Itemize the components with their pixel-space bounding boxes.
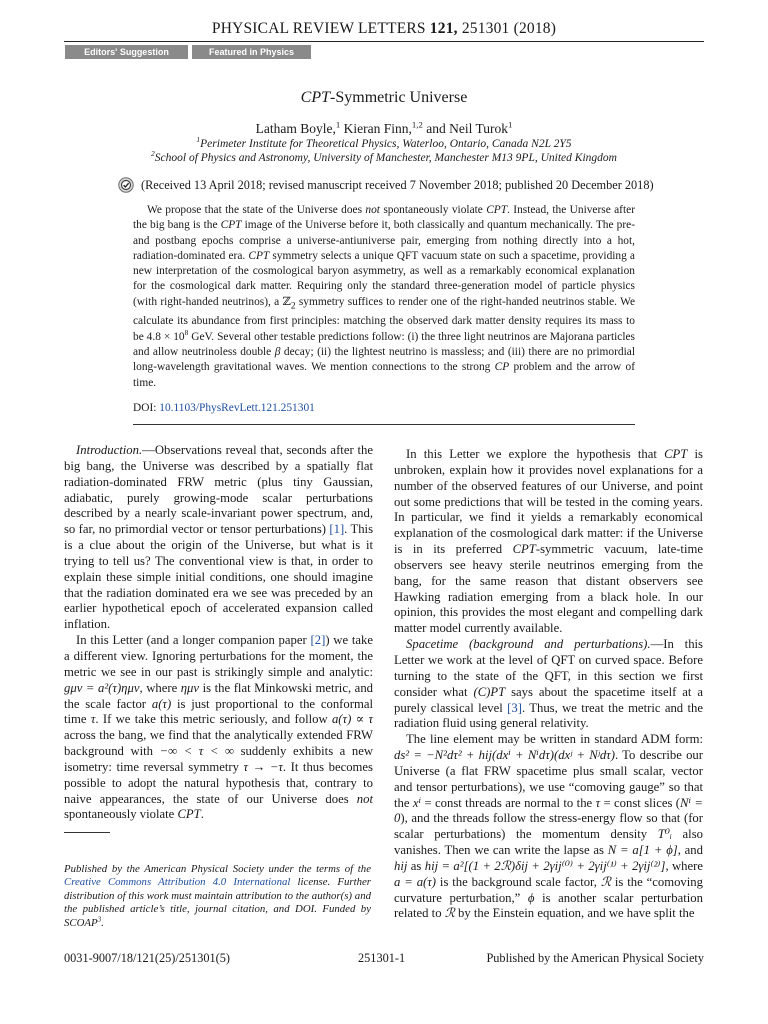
body-text: -symmetric vacuum, late-time observers see heavy sterile neutrinos emerging from the bang, for the same reason that distant observers see Hawking radiation emerging from a black hole. In our opinion, this provides the most elegant and compelling dark matter model currently available.: [394, 542, 703, 636]
abstract-text: spontaneously violate: [379, 204, 487, 216]
body-text: , and: [677, 843, 703, 858]
inline-math: xⁱ: [412, 795, 422, 810]
editors-suggestion-badge[interactable]: Editors' Suggestion: [65, 45, 188, 59]
body-text: = const slices (: [600, 795, 681, 810]
inline-math: T⁰ᵢ: [657, 827, 672, 842]
inline-math: a(τ) ∝ τ: [331, 712, 374, 727]
abstract-text: GeV. Several other testable predictions follow: (i) the three light neutrinos are Majorana particles and allow neutrinoless double: [133, 330, 635, 358]
header-rule: [64, 41, 704, 42]
inline-math: ℛ: [444, 906, 455, 921]
body-text: In this Letter (and a longer companion paper: [76, 633, 311, 648]
abstract-subscript: 2: [290, 301, 296, 312]
inline-math: CPT: [512, 542, 536, 557]
body-text: says about the spacetime itself at a purely classical level: [394, 684, 703, 715]
body-text: In this Letter we explore the hypothesis that: [406, 447, 665, 461]
citation-link[interactable]: [2]: [310, 633, 326, 648]
inline-math: ημν: [180, 680, 200, 695]
inline-math: ds² = −N²dτ² + hij(dxⁱ + Nⁱdτ)(dxʲ + Nʲdτ): [394, 748, 615, 763]
inline-math: hij = a²[(1 + 2ℛ)δij + 2γij⁽⁰⁾ + 2γij⁽¹⁾ + 2γij⁽²⁾]: [424, 858, 666, 873]
inline-math: hij: [394, 858, 408, 873]
inline-math: ϕ: [527, 890, 535, 905]
affiliation-mark: 2: [151, 149, 155, 159]
abstract-superscript: 8: [184, 327, 189, 337]
body-text: suddenly exhibits a new isometry: time reversal symmetry: [64, 744, 373, 774]
emphasis: not: [356, 791, 373, 806]
footnote-text: Published by the American Physical Society under the terms of the: [64, 863, 371, 875]
abstract-text: decay; (ii) the lightest neutrino is massless; and (iii) there are no primordial long-wavelength gravitational waves. We mention connections to the strong: [133, 345, 635, 374]
citation-link[interactable]: [3]: [507, 700, 522, 715]
abstract-text: β: [274, 345, 281, 358]
author-name: Kieran Finn,: [343, 121, 412, 136]
received-text: (Received 13 April 2018; revised manuscript received 7 November 2018; published 20 December 2018): [141, 177, 654, 192]
body-text: is the “comoving curvature perturbation,”: [394, 874, 703, 905]
inline-math: N = a[1 + ϕ]: [607, 843, 678, 858]
paragraph: [394, 447, 703, 637]
featured-in-physics-badge[interactable]: Featured in Physics: [192, 45, 311, 59]
body-text: = const threads are normal to the: [421, 795, 596, 810]
body-text: .: [200, 807, 204, 822]
received-dates: [118, 177, 654, 193]
body-text: . If we take this metric seriously, and follow: [95, 712, 332, 727]
body-text: across the bang, we find that the analytically extended FRW background with: [64, 728, 373, 759]
affiliation-text: School of Physics and Astronomy, University of Manchester, Manchester M13 9PL, United Kingdom: [154, 152, 617, 164]
body-text: The line element may be written in standard ADM form:: [406, 732, 703, 747]
body-text: —In this Letter we work at the level of QFT on curved space. Before turning to the state of the QFT, in this section we first consider what: [394, 637, 703, 699]
body-text: also vanishes. Then we can write the lapse as: [394, 827, 703, 858]
body-text: is the background scale factor,: [436, 874, 601, 889]
right-column: [394, 447, 703, 922]
author-name: and Neil Turok: [426, 121, 508, 136]
body-text: as: [407, 858, 425, 873]
footer-publisher: Published by the American Physical Society: [486, 951, 704, 965]
inline-math: τ: [595, 795, 601, 810]
inline-math: τ: [90, 712, 96, 727]
journal-volume: 121,: [429, 20, 458, 37]
author-list: [0, 121, 768, 137]
abstract-text: symmetry selects a unique QFT vacuum state on such a spacetime, providing a new interpretation of the cosmological baryon asymmetry, as well as a remarkably economical explanation for the cosmological dark matter. Requiring only the standard three-generation model of particle physics (with right-handed neutrinos), a ℤ: [133, 249, 635, 308]
abstract-text: image of the Universe before it, both classically and quantum mechanically. The pre- and postbang epochs comprise a universe-antiuniverse pair, emerging from nothing directly into a hot, radiation-dominated era.: [133, 219, 635, 262]
affiliation-1: [0, 135, 768, 150]
inline-math: CPT: [177, 807, 201, 822]
body-text: is unbroken, explain how it provides novel explanations for a number of the observed features of our Universe, and point out some predictions that will be tested in the coming years. In particular, we find it yields a remarkably economical explanation of the cosmological dark matter: if the Universe is in its preferred: [394, 447, 703, 557]
abstract-text: CPT: [248, 249, 270, 262]
inline-math: CPT: [664, 447, 688, 461]
footnote-text: .: [101, 916, 104, 929]
abstract-text: symmetry suffices to render one of the right-handed neutrinos stable. We calculate its abundance from first principles: matching the observed dark matter density requires its mass to be 4.8 × 10: [133, 295, 636, 343]
author-name: Latham Boyle,: [255, 121, 336, 136]
body-text: ), and the threads follow the stress-energy flow so that (for scalar perturbations) the momentum density: [394, 811, 703, 842]
author-affiliation-mark: 1: [335, 119, 341, 130]
footnote-superscript: 3: [97, 915, 102, 924]
inline-math: τ → −τ: [243, 759, 283, 774]
title-rest: -Symmetric Universe: [330, 89, 468, 106]
body-text: . This is a clue about the origin of the Universe, but what is it trying to tell us? The conventional view is that, in order to explain these simple initial conditions, one should imagine that the radiation dominated era we see was preceded by an earlier hypothetical epoch of accelerated expansion called inflation.: [64, 522, 374, 632]
article-number: 251301 (2018): [461, 20, 557, 37]
paragraph: [64, 443, 373, 633]
abstract-text: . Instead, the Universe after the big bang is the: [133, 204, 635, 232]
inline-math: a(τ): [151, 696, 172, 711]
abstract-rule: [133, 424, 635, 425]
paper-title: [0, 89, 768, 107]
inline-math: −∞ < τ < ∞: [159, 744, 235, 759]
paragraph: [394, 637, 703, 732]
section-heading: Spacetime (background and perturbations).: [406, 637, 651, 652]
abstract-text: CPT: [220, 219, 242, 232]
body-text: . It thus becomes possible to adopt the natural hypothesis that, contrary to naive appearances, the state of our Universe does: [64, 759, 373, 806]
footnote-text: license. Further distribution of this work must maintain attribution to the author(s) and the published article’s title, journal citation, and DOI. Funded by SCOAP: [64, 876, 371, 929]
affiliation-2: [0, 149, 768, 164]
body-text: by the Einstein equation, and we have split the: [454, 906, 695, 921]
body-text: spontaneously violate: [64, 807, 178, 822]
inline-math: a = a(τ): [394, 874, 437, 889]
affiliation-text: Perimeter Institute for Theoretical Physics, Waterloo, Ontario, Canada N2L 2Y5: [200, 138, 572, 150]
body-text: . Thus, we treat the metric and the radiation fluid using general relativity.: [394, 700, 704, 731]
body-text: ) we take a different view. Ignoring perturbations for the moment, the metric we see in our past is strikingly simple and analytic:: [64, 633, 374, 679]
inline-math: ℛ: [600, 874, 611, 889]
doi-label: DOI:: [133, 402, 160, 414]
abstract-text: We propose that the state of the Universe does: [147, 204, 366, 216]
body-text: is the flat Minkowski metric, and the scale factor: [64, 680, 374, 711]
tag-bar: [65, 45, 311, 59]
inline-math: (C)PT: [473, 684, 506, 699]
author-affiliation-mark: 1,2: [411, 119, 423, 130]
doi-link[interactable]: 10.1103/PhysRevLett.121.251301: [159, 402, 315, 414]
body-text: . To describe our Universe (a flat FRW spacetime plus small scalar, vector and tensor perturbations), we use “comoving gauge” so that the: [394, 748, 703, 810]
license-footnote: [64, 863, 371, 930]
body-text: is just proportional to the conformal time: [64, 696, 373, 727]
section-heading: Introduction.: [76, 443, 143, 457]
footer-code: 0031-9007/18/121(25)/251301(5): [64, 951, 230, 965]
abstract-text: problem and the arrow of time.: [133, 361, 635, 389]
title-italic: CPT: [300, 89, 331, 106]
doi-line: [133, 402, 315, 414]
body-text: —Observations reveal that, seconds after the big bang, the Universe was described by a spatially flat radiation-dominated FRW metric (plus tiny Gaussian, adiabatic, purely growing-mode scalar perturbations described by a nearly scale-invariant power spectrum, and, so far, no primordial vector or tensor perturbations): [64, 443, 373, 537]
abstract-text: not: [365, 204, 380, 216]
journal-header: [0, 20, 768, 38]
inline-math: Nⁱ = 0: [394, 795, 703, 826]
license-link[interactable]: Creative Commons Attribution 4.0 International: [64, 876, 291, 889]
affiliation-mark: 1: [196, 135, 201, 145]
body-text: is another scalar perturbation related to: [394, 890, 703, 921]
journal-name: PHYSICAL REVIEW LETTERS: [211, 20, 426, 37]
paragraph: [64, 633, 373, 823]
author-affiliation-mark: 1: [507, 119, 513, 130]
paragraph: [394, 732, 703, 922]
body-text: , where: [139, 680, 181, 695]
body-text: , where: [665, 858, 703, 873]
left-column: [64, 443, 373, 823]
check-for-updates-icon[interactable]: [118, 177, 134, 193]
abstract-text: CP: [494, 361, 510, 374]
page-number: 251301-1: [358, 951, 406, 965]
abstract-text: CPT: [486, 204, 508, 216]
abstract: [133, 203, 635, 391]
citation-link[interactable]: [1]: [329, 522, 345, 537]
footnote-rule: [64, 832, 110, 833]
inline-math: gμν = a²(τ)ημν: [64, 680, 140, 695]
